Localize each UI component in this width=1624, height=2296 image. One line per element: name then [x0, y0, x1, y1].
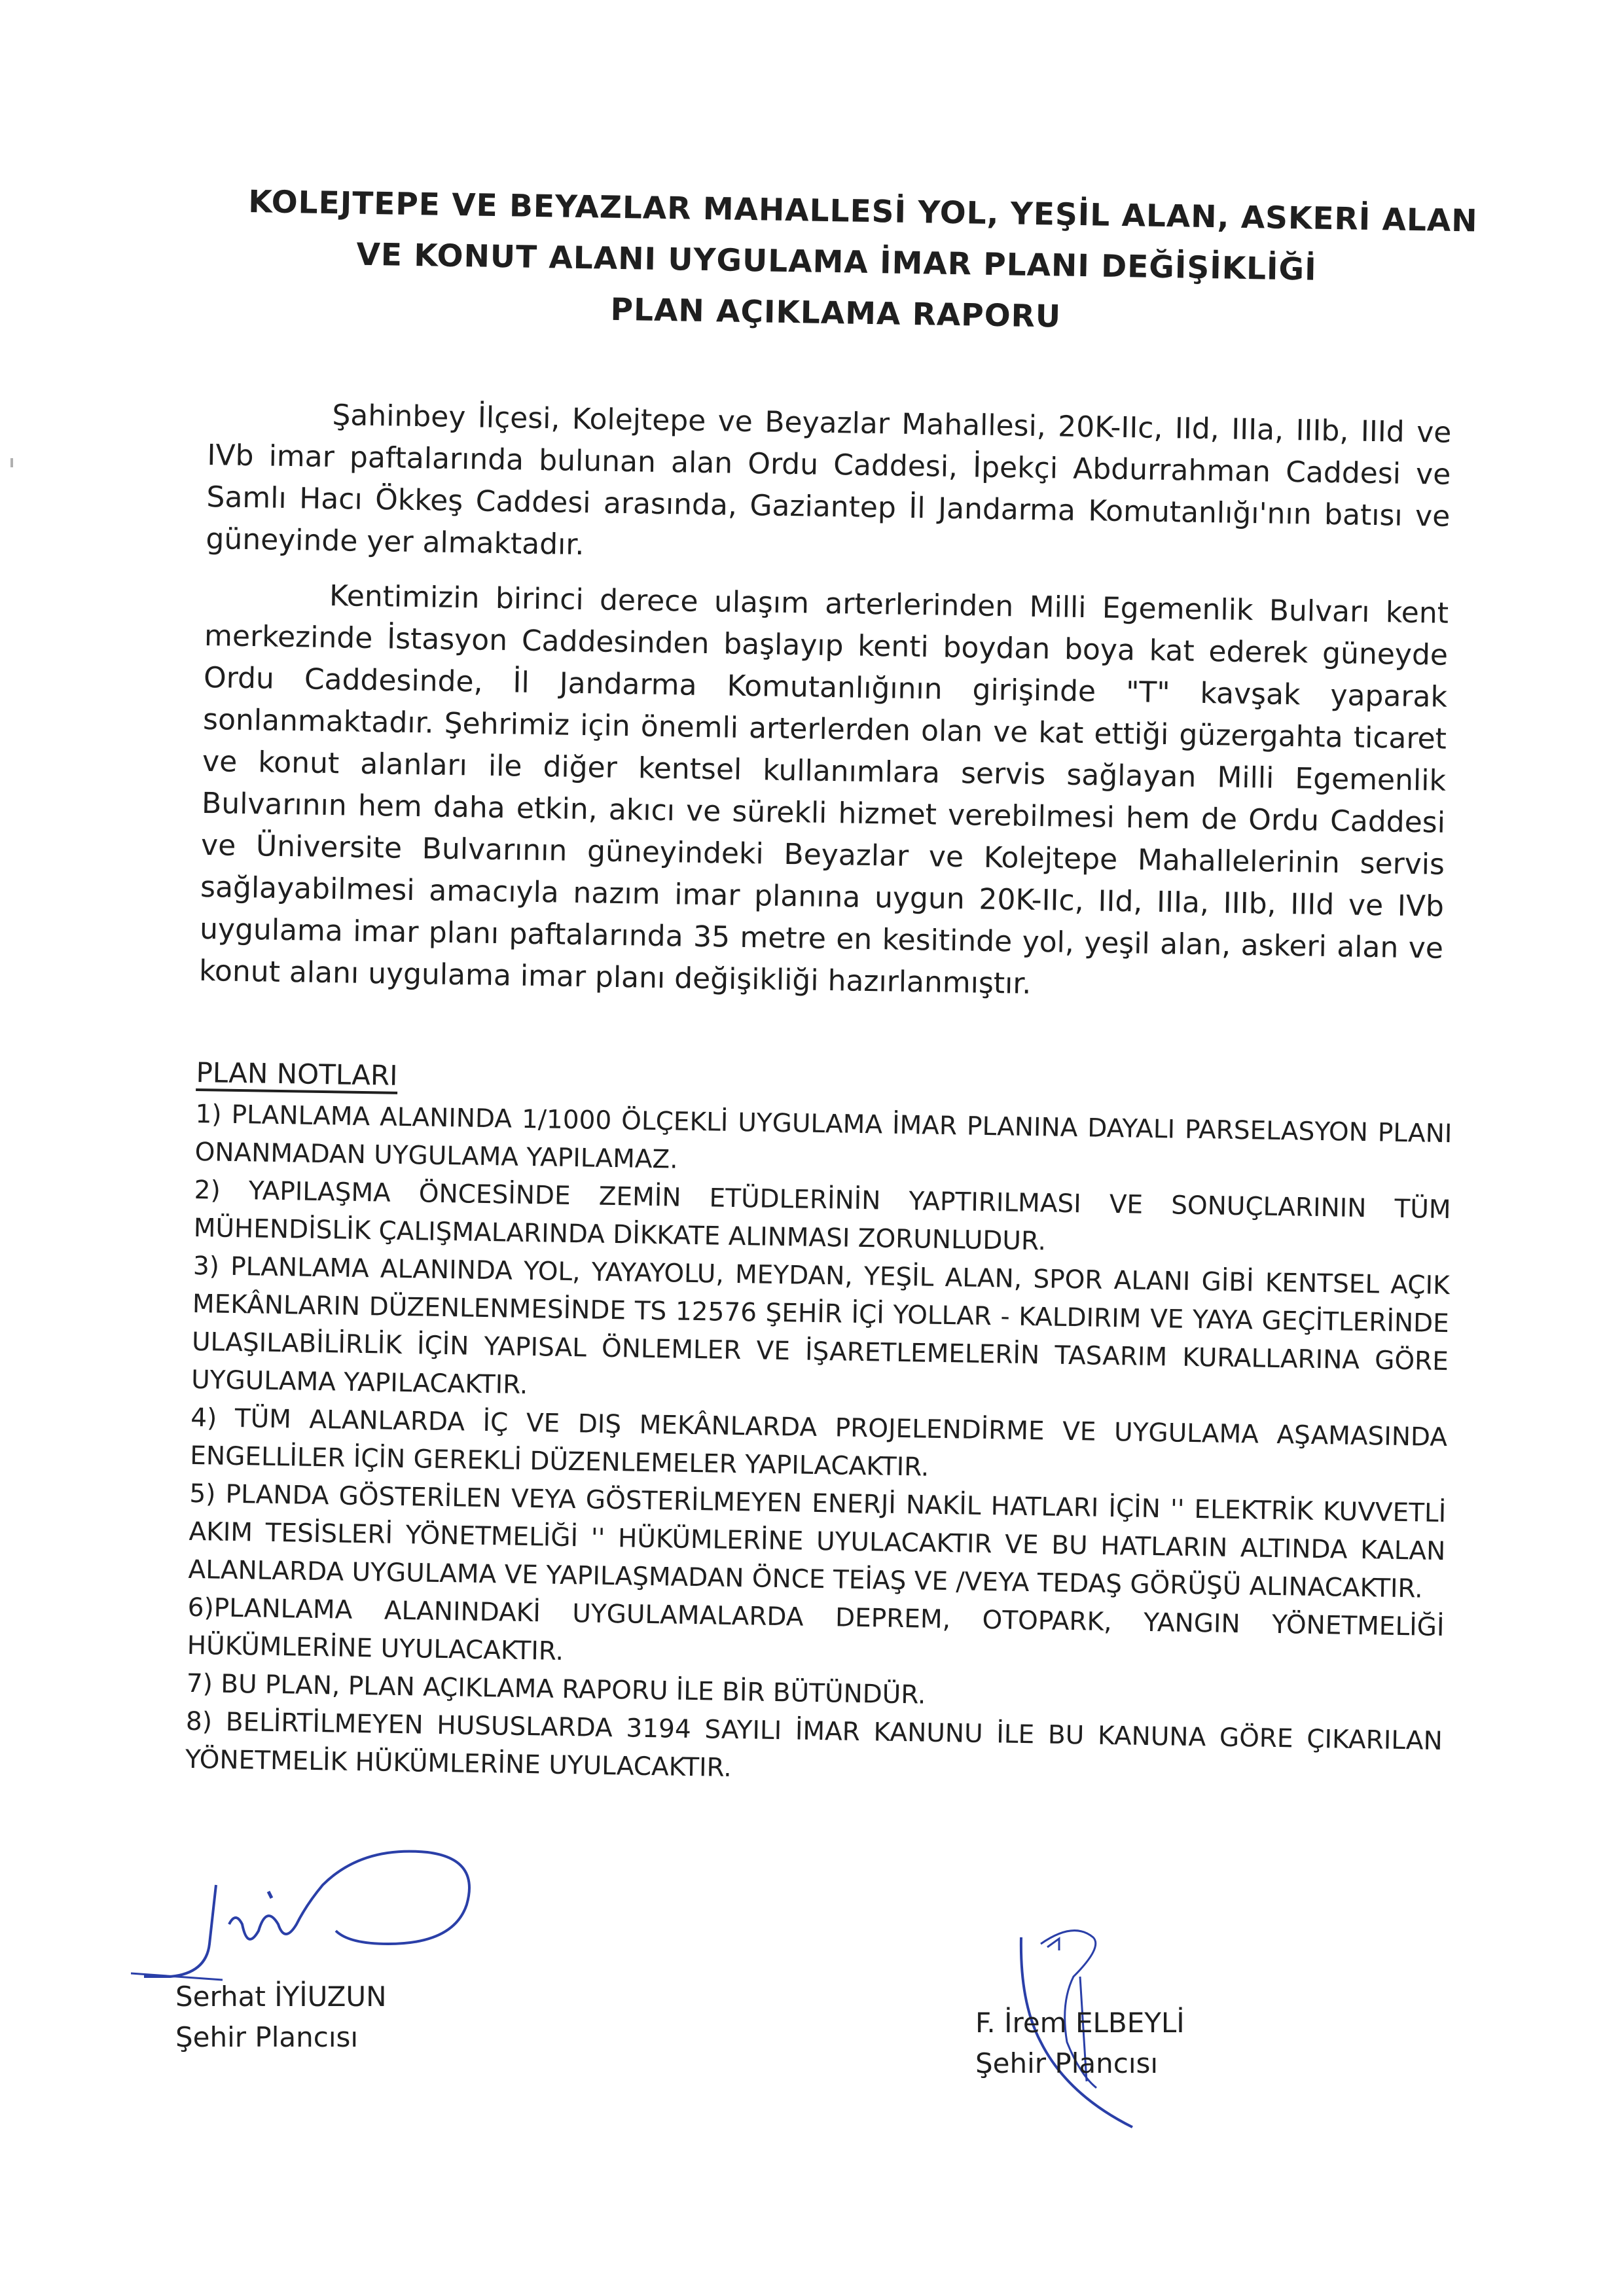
title-line-2: VE KONUT ALANI UYGULAMA İMAR PLANI DEĞİŞİKLİĞİ	[356, 236, 1318, 288]
signer-right-name: F. İrem ELBEYLİ	[975, 2007, 1185, 2039]
signature-left	[175, 1977, 387, 2058]
plan-notes-heading: PLAN NOTLARI	[196, 1056, 398, 1092]
plan-note-2: 2) YAPILAŞMA ÖNCESİNDE ZEMİN ETÜDLERİNİN YAPTIRILMASI VE SONUÇLARININ TÜM MÜHENDİSLİK ÇALIŞMALARINDA DİKKATE ALINMASI ZORUNLUDUR.	[193, 1175, 1451, 1257]
plan-note-6: 6)PLANLAMA ALANINDAKİ UYGULAMALARDA DEPREM, OTOPARK, YANGIN YÖNETMELİĞİ HÜKÜMLERİNE UYULACAKTIR.	[187, 1592, 1445, 1666]
paragraph-location: Şahinbey İlçesi, Kolejtepe ve Beyazlar Mahallesi, 20K-IIc, IId, IIIa, IIIb, IIId ve IVb imar paftalarında bulunan alan Ordu Caddesi, İpekçi Abdurrahman Caddesi ve Samlı Hacı Ökkeş Caddesi arasında, Gaziantep İl Jandarma Komutanlığı'nın batısı ve güneyinde yer almaktadır.	[206, 398, 1452, 562]
plan-note-3: 3) PLANLAMA ALANINDA YOL, YAYAYOLU, MEYDAN, YEŞİL ALAN, SPOR ALANI GİBİ KENTSEL AÇIK MEKÂNLARIN DÜZENLENMESİNDE TS 12576 ŞEHİR İÇİ YOLLAR - KALDIRIM VE YAYA GEÇİTLERİNDE ULAŞILABİLİRLİK İÇİN YAPISAL ÖNLEMLER VE İŞARETLEMELERİN TASARIM KURALLARINA GÖRE UYGULAMA YAPILACAKTIR.	[190, 1251, 1451, 1401]
plan-note-8: 8) BELİRTİLMEYEN HUSUSLARDA 3194 SAYILI İMAR KANUNU İLE BU KANUNA GÖRE ÇIKARILAN YÖNETMELİK HÜKÜMLERİNE UYULACAKTIR.	[185, 1706, 1443, 1783]
report-body	[198, 393, 1451, 1025]
document-title	[246, 177, 1479, 348]
signer-left-role: Şehir Plancısı	[175, 2021, 359, 2053]
paragraph-purpose: Kentimizin birinci derece ulaşım arterlerinden Milli Egemenlik Bulvarı kent merkezinde İstasyon Caddesinden başlayıp kenti boydan boya kat ederek güneyde Ordu Caddesinde, İl Jandarma Komutanlığının girişinde "T" kavşak yaparak sonlanmaktadır. Şehrimiz için önemli arterlerden olan ve kat ettiği güzergahta ticaret ve konut alanları ile diğer kentsel kullanımlara servis sağlayan Milli Egemenlik Bulvarının hem daha etkin, akıcı ve sürekli hizmet verebilmesi hem de Ordu Caddesi ve Üniversite Bulvarının güneyindeki Beyazlar ve Kolejtepe Mahallelerinin servis sağlayabilmesi amacıyla nazım imar planına uygun 20K-IIc, IId, IIIa, IIIb, IIId ve IVb uygulama imar planı paftalarında 35 metre en kesitinde yol, yeşil alan, askeri alan ve konut alanı uygulama imar planı değişikliği hazırlanmıştır.	[198, 579, 1449, 1001]
title-line-3: PLAN AÇIKLAMA RAPORU	[610, 291, 1062, 335]
plan-note-7: 7) BU PLAN, PLAN AÇIKLAMA RAPORU İLE BİR BÜTÜNDÜR.	[186, 1668, 926, 1710]
plan-notes	[185, 1054, 1453, 1799]
scan-mark	[10, 458, 13, 467]
signature-right	[975, 2003, 1185, 2084]
plan-note-1: 1) PLANLAMA ALANINDA 1/1000 ÖLÇEKLİ UYGULAMA İMAR PLANINA DAYALI PARSELASYON PLANI ONANMADAN UYGULAMA YAPILAMAZ.	[194, 1099, 1453, 1175]
title-line-1: KOLEJTEPE VE BEYAZLAR MAHALLESİ YOL, YEŞİL ALAN, ASKERİ ALAN	[247, 183, 1479, 240]
plan-note-5: 5) PLANDA GÖSTERİLEN VEYA GÖSTERİLMEYEN ENERJİ NAKİL HATLARI İÇİN '' ELEKTRİK KUVVETLİ AKIM TESİSLERİ YÖNETMELİĞİ '' HÜKÜMLERİNE UYULACAKTIR VE BU HATLARIN ALTINDA KALAN ALANLARDA UYGULAMA VE YAPILAŞMADAN ÖNCE TEİAŞ VE /VEYA TEDAŞ GÖRÜŞÜ ALINACAKTIR.	[188, 1479, 1447, 1604]
signer-right-role: Şehir Plancısı	[975, 2047, 1159, 2079]
signer-left-name: Serhat İYİUZUN	[175, 1981, 387, 2013]
plan-note-4: 4) TÜM ALANLARDA İÇ VE DIŞ MEKÂNLARDA PROJELENDİRME VE UYGULAMA AŞAMASINDA ENGELLİLER İÇİN GEREKLİ DÜZENLEMELER YAPILACAKTIR.	[189, 1403, 1448, 1482]
